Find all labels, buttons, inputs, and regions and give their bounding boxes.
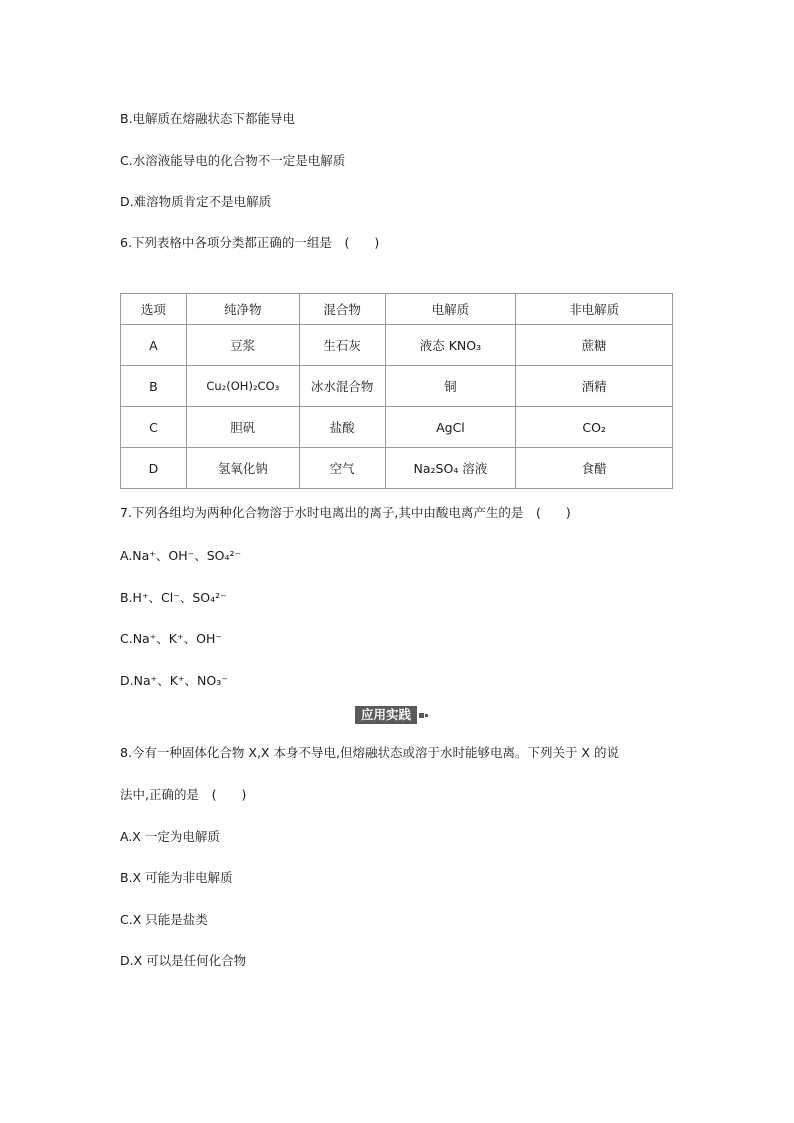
table-cell: 盐酸 <box>299 407 385 448</box>
q8-stem-line1: 8.今有一种固体化合物 X,X 本身不导电,但熔融状态或溶于水时能够电离。下列关于 X 的说 <box>120 745 619 760</box>
header-electrolyte: 电解质 <box>385 294 516 325</box>
q7-option-b: B.H⁺、Cl⁻、SO₄²⁻ <box>120 590 227 605</box>
table-cell: 生石灰 <box>299 325 385 366</box>
table-cell: C <box>121 407 187 448</box>
q7-option-d: D.Na⁺、K⁺、NO₃⁻ <box>120 673 228 688</box>
q5-option-b: B.电解质在熔融状态下都能导电 <box>120 111 296 126</box>
table-cell: 氢氧化钠 <box>186 448 299 489</box>
table-row <box>121 325 673 366</box>
q8-option-b: B.X 可能为非电解质 <box>120 870 233 885</box>
q7-stem-line <box>120 505 575 521</box>
q7-stem: 7.下列各组均为两种化合物溶于水时电离出的离子,其中由酸电离产生的是 <box>120 505 524 520</box>
table-cell: 铜 <box>385 366 516 407</box>
table-header-row <box>121 294 673 325</box>
table-row <box>121 407 673 448</box>
q8-stem-line2-text: 法中,正确的是 <box>120 787 199 802</box>
q8-option-a: A.X 一定为电解质 <box>120 829 220 844</box>
q5-option-c: C.水溶液能导电的化合物不一定是电解质 <box>120 153 346 168</box>
table-cell: 蔗糖 <box>516 325 673 366</box>
q6-stem: 6.下列表格中各项分类都正确的一组是 <box>120 235 332 250</box>
table-cell: Cu₂(OH)₂CO₃ <box>186 366 299 407</box>
table-cell: B <box>121 366 187 407</box>
q8-answer-paren: ( ) <box>211 787 247 802</box>
table-cell: D <box>121 448 187 489</box>
header-non-electrolyte: 非电解质 <box>516 294 673 325</box>
section-tag <box>355 706 428 724</box>
section-title: 应用实践 <box>355 706 417 724</box>
q6-answer-paren: ( ) <box>344 235 380 250</box>
q7-option-a: A.Na⁺、OH⁻、SO₄²⁻ <box>120 548 242 563</box>
table-cell: 酒精 <box>516 366 673 407</box>
section-decoration-icon <box>419 713 428 718</box>
q7-option-c: C.Na⁺、K⁺、OH⁻ <box>120 631 222 646</box>
header-mixture: 混合物 <box>299 294 385 325</box>
table-cell: A <box>121 325 187 366</box>
q5-option-d: D.难溶物质肯定不是电解质 <box>120 194 272 209</box>
table-cell: 冰水混合物 <box>299 366 385 407</box>
table-cell: 豆浆 <box>186 325 299 366</box>
table-cell: Na₂SO₄ 溶液 <box>385 448 516 489</box>
q8-option-c: C.X 只能是盐类 <box>120 912 208 927</box>
q6-stem-line <box>120 235 384 251</box>
q8-option-d: D.X 可以是任何化合物 <box>120 953 247 968</box>
table-cell: 液态 KNO₃ <box>385 325 516 366</box>
header-option: 选项 <box>121 294 187 325</box>
table-cell: 食醋 <box>516 448 673 489</box>
table-row <box>121 448 673 489</box>
table-cell: AgCl <box>385 407 516 448</box>
q7-answer-paren: ( ) <box>536 505 571 520</box>
classification-table <box>120 293 673 489</box>
table-row <box>121 366 673 407</box>
table-cell: CO₂ <box>516 407 673 448</box>
header-pure-substance: 纯净物 <box>186 294 299 325</box>
table-cell: 胆矾 <box>186 407 299 448</box>
table-cell: 空气 <box>299 448 385 489</box>
q8-stem-line2 <box>120 787 251 803</box>
